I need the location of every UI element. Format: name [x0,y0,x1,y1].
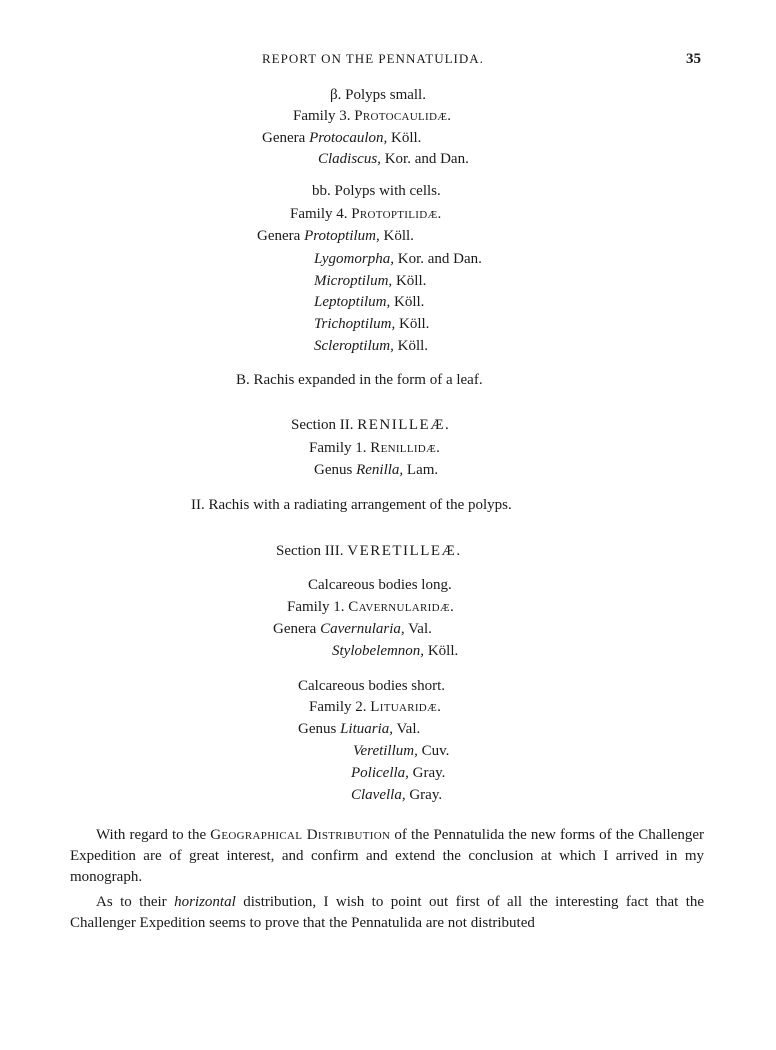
genus-renilla: Genus Renilla, Lam. [314,462,439,478]
genus-stylobelemnon: Stylobelemnon, Köll. [332,643,459,659]
genus-protocaulon: Genera Protocaulon, Köll. [262,130,422,146]
section-3-heading: Section III. VERETILLEÆ. [276,543,462,559]
genus-cavernularia: Genera Cavernularia, Val. [273,621,432,637]
b-rachis-expanded: B. Rachis expanded in the form of a leaf. [236,372,483,388]
genus-veretillum: Veretillum, Cuv. [353,743,450,759]
genus-cladiscus: Cladiscus, Kor. and Dan. [318,151,469,167]
genus-scleroptilum: Scleroptilum, Köll. [314,338,429,354]
family-renillidae-line: Family 1. Renillidæ. [309,440,441,456]
paragraph-horizontal-distribution: As to their horizontal distribution, I wish to point out first of all the interesting fact that the Challenger Expedition seems to prove that the Pennatulida are not distributed [70,894,705,931]
running-header: REPORT ON THE PENNATULIDA. [262,51,484,66]
section-2-heading: Section II. RENILLEÆ. [291,417,451,433]
beta-polyps-small: β. Polyps small. [330,87,426,103]
genus-lituaria: Genus Lituaria, Val. [298,721,421,737]
family-cavernularidae-line: Family 1. Cavernularidæ. [287,599,455,615]
page-number: 35 [686,51,701,67]
genus-lygomorpha: Lygomorpha, Kor. and Dan. [314,251,482,267]
genus-protoptilum: Genera Protoptilum, Köll. [257,228,414,244]
genus-trichoptilum: Trichoptilum, Köll. [314,316,430,332]
genus-policella: Policella, Gray. [351,765,446,781]
family-4-line: Family 4. Protoptilidæ. [290,206,442,222]
genus-leptoptilum: Leptoptilum, Köll. [314,294,425,310]
ii-rachis-radiating: II. Rachis with a radiating arrangement of the polyps. [191,497,512,513]
genus-clavella: Clavella, Gray. [351,787,443,803]
bb-polyps-with-cells: bb. Polyps with cells. [312,183,441,199]
genus-microptilum: Microptilum, Köll. [314,273,427,289]
calcareous-long: Calcareous bodies long. [308,577,452,593]
calcareous-short: Calcareous bodies short. [298,678,446,694]
family-lituaridae-line: Family 2. Lituaridæ. [309,699,442,715]
family-3-line: Family 3. Protocaulidæ. [293,108,452,124]
paragraph-geographical-distribution: With regard to the Geographical Distribution of the Pennatulida the new forms of the Challenger Expedition are of great interest, and confirm and extend the conclusion at which I arrived in my monograph. [70,827,705,885]
